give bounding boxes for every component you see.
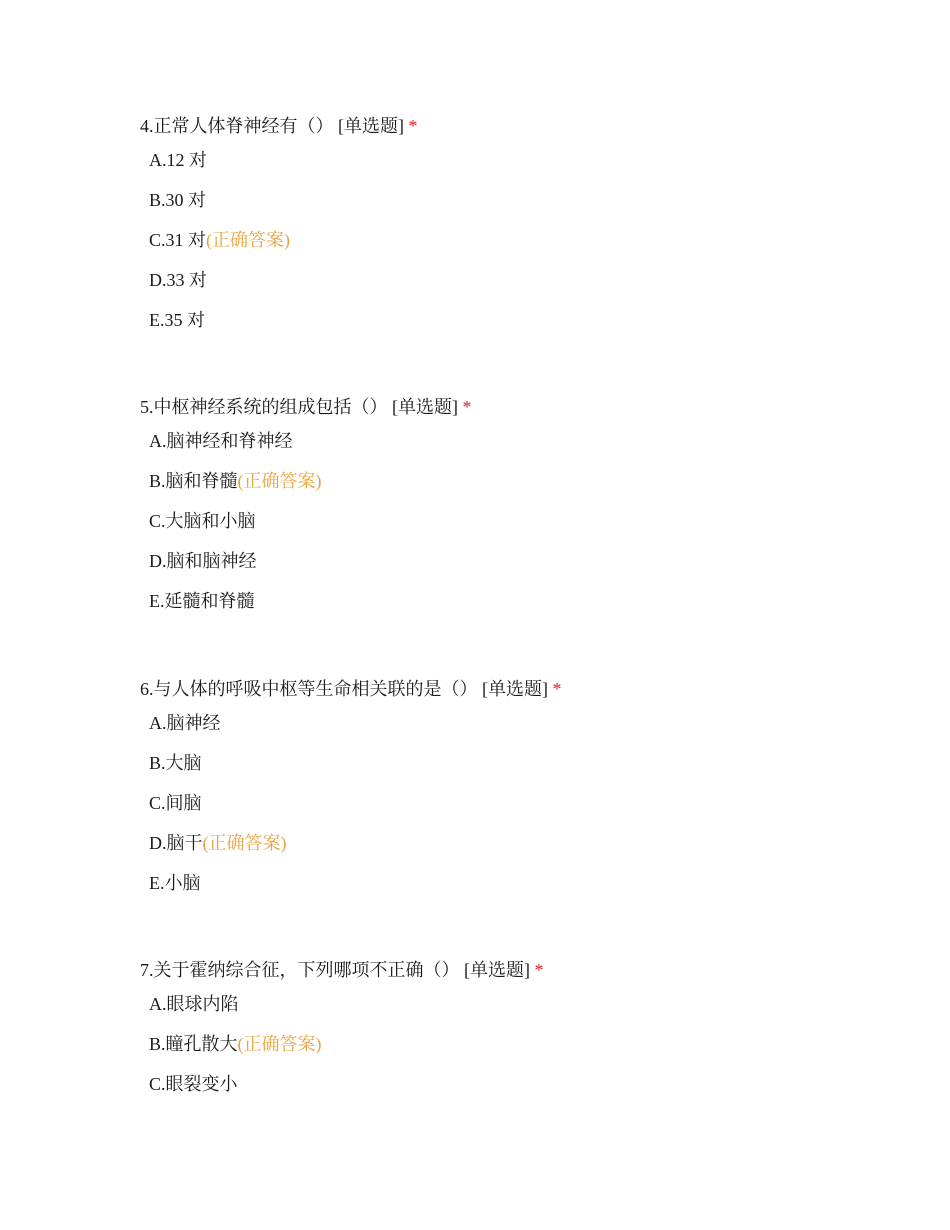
correct-answer-tag: (正确答案): [206, 230, 291, 250]
option-e[interactable]: [149, 871, 287, 911]
option-label: A.12 对: [149, 150, 207, 170]
option-label: E.35 对: [149, 310, 205, 330]
option-d[interactable]: [149, 549, 322, 589]
correct-answer-tag: (正确答案): [202, 833, 287, 853]
question-title: [140, 677, 900, 701]
option-c[interactable]: [149, 1072, 322, 1112]
option-a[interactable]: [149, 148, 290, 188]
option-label: C.31 对: [149, 230, 207, 250]
option-a[interactable]: [149, 992, 322, 1032]
option-label: B.30 对: [149, 190, 207, 210]
required-mark: *: [408, 116, 418, 136]
option-label: B.大脑: [149, 753, 202, 773]
option-c[interactable]: [149, 509, 322, 549]
question-7: [140, 958, 900, 1094]
required-mark: *: [552, 679, 562, 699]
option-b[interactable]: [149, 188, 290, 228]
question-text: 6.与人体的呼吸中枢等生命相关联的是（） [单选题]: [140, 679, 548, 699]
option-label: B.瞳孔散大: [149, 1034, 238, 1054]
question-title: [140, 114, 900, 138]
question-5: [140, 395, 900, 611]
option-label: C.大脑和小脑: [149, 511, 256, 531]
question-title: [140, 958, 900, 982]
required-mark: *: [534, 960, 544, 980]
option-d[interactable]: [149, 831, 287, 871]
option-label: A.脑神经和脊神经: [149, 431, 293, 451]
question-text: 5.中枢神经系统的组成包括（） [单选题]: [140, 397, 458, 417]
required-mark: *: [462, 397, 472, 417]
option-b[interactable]: [149, 469, 322, 509]
option-label: C.眼裂变小: [149, 1074, 238, 1094]
option-e[interactable]: [149, 589, 322, 629]
option-list: [149, 992, 322, 1112]
option-label: A.脑神经: [149, 713, 221, 733]
correct-answer-tag: (正确答案): [237, 1034, 322, 1054]
option-label: B.脑和脊髓: [149, 471, 238, 491]
option-c[interactable]: [149, 228, 290, 268]
option-b[interactable]: [149, 751, 287, 791]
option-a[interactable]: [149, 429, 322, 469]
option-e[interactable]: [149, 308, 290, 348]
question-title: [140, 395, 900, 419]
option-label: D.33 对: [149, 270, 207, 290]
option-c[interactable]: [149, 791, 287, 831]
option-label: E.延髓和脊髓: [149, 591, 255, 611]
option-list: [149, 148, 290, 348]
option-label: D.脑和脑神经: [149, 551, 257, 571]
option-b[interactable]: [149, 1032, 322, 1072]
option-list: [149, 429, 322, 629]
option-a[interactable]: [149, 711, 287, 751]
question-text: 7.关于霍纳综合征，下列哪项不正确（） [单选题]: [140, 960, 530, 980]
option-label: D.脑干: [149, 833, 203, 853]
option-label: E.小脑: [149, 873, 201, 893]
question-6: [140, 677, 900, 893]
option-label: C.间脑: [149, 793, 202, 813]
option-list: [149, 711, 287, 911]
correct-answer-tag: (正确答案): [237, 471, 322, 491]
question-text: 4.正常人体脊神经有（） [单选题]: [140, 116, 404, 136]
option-d[interactable]: [149, 268, 290, 308]
option-label: A.眼球内陷: [149, 994, 239, 1014]
question-4: [140, 114, 900, 330]
